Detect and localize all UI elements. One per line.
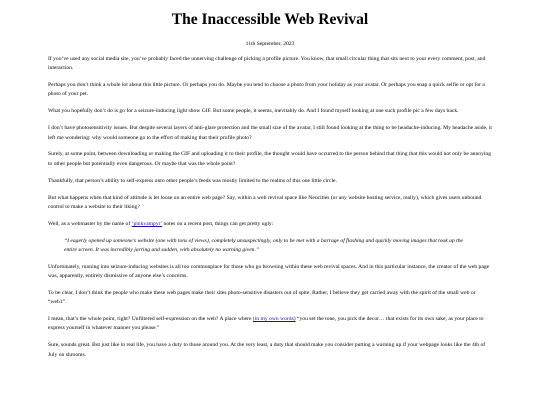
paragraph: Surely, at some point, between downloading or making the GIF and uploading it to their profile, the thought would have occurred to the person behind that thing that this would not only be annoying to other people but potentially even dangerous. Or maybe that was the whole point? [48, 151, 492, 167]
paragraph-text: Well, as a webmaster by the name of [48, 220, 132, 227]
paragraph: If you’ve used any social media site, you’ve probably faced the unnerving challenge of picking a profile picture. You know, that small circular thing that sits next to your every comment, post, and interaction. [48, 56, 486, 72]
paragraph: To be clear, I don’t think the people who make these web pages make their sites photo-sensitive disasters out of spite. Rather, I believe they get carried away with the spirit of the small web or “web1”. [48, 289, 476, 306]
paragraph: I don’t have photosensitivity issues. But despite several layers of anti-glare protection and the small size of the avatar, I still found looking at the thing to be headache-inducing. My headache aside, it left me wondering: why would someone go to the effort of making that their profile photo? [48, 125, 492, 141]
article-date: 11th September, 2023 [245, 41, 295, 47]
in-my-own-words-link[interactable]: (in my own words) [252, 316, 296, 323]
paragraph: Unfortunately, running into seizure-inducing websites is all too commonplace for those who go browsing within these web revival spaces. And in this particular instance, the creator of the web page was, apparently, entirely dismissive of anyone else’s concerns. [48, 263, 490, 280]
paragraph-text: notes on a recent post, things can get pretty ugly: [162, 220, 274, 227]
paragraph [48, 315, 492, 334]
paragraph-text: I mean, that’s the whole point, right? Unfiltered self-expression on the web? A place where [48, 316, 253, 323]
article [48, 0, 492, 360]
paragraph-text: “you set the tone, you pick the decor… that exists for its own sake, as your place to express yourself in whatever manner you please.” [48, 316, 484, 332]
paragraph: Thankfully, that person’s ability to self-express onto other people’s feeds was mostly limited to the realms of this one little circle. [48, 177, 337, 184]
article-title: The Inaccessible Web Revival [171, 11, 369, 28]
pinkvampyr-link[interactable]: ‘pinkvampyr’ [131, 220, 163, 227]
blockquote: “I eagerly opened up someone’s website (one with tons of views), completely unsuspectingly, only to be met with a barrage of flashing and quickly moving images that took up the entire screen. It was incredibly jarring and sudden, with absolutely no warning given.” [64, 237, 464, 253]
paragraph: What you hopefully don’t do is go for a seizure-inducing light show GIF. But some people, it seems, inevitably do. And I found myself looking at one such profile pic a few days back. [48, 108, 459, 115]
paragraph: Perhaps you don’t think a whole lot about this little picture. Or perhaps you do. Maybe you tend to choose a photo from your holiday as your avatar. Or perhaps you snap a quick selfie or opt for a photo of your pet. [48, 82, 485, 98]
paragraph: But what happens when that kind of attitude is let loose on an entire web page? Say, within a web revival space like Neocities (or any website hosting service, really), which gives users unbound control to make a website to their liking? [48, 194, 482, 210]
paragraph: Sure, sounds great. But just like in real life, you have a duty to those around you. At the very least, a duty that should make you consider putting a warning up if your webpage looks like the 4th of July on shrooms. [48, 342, 486, 358]
paragraph [48, 220, 492, 229]
